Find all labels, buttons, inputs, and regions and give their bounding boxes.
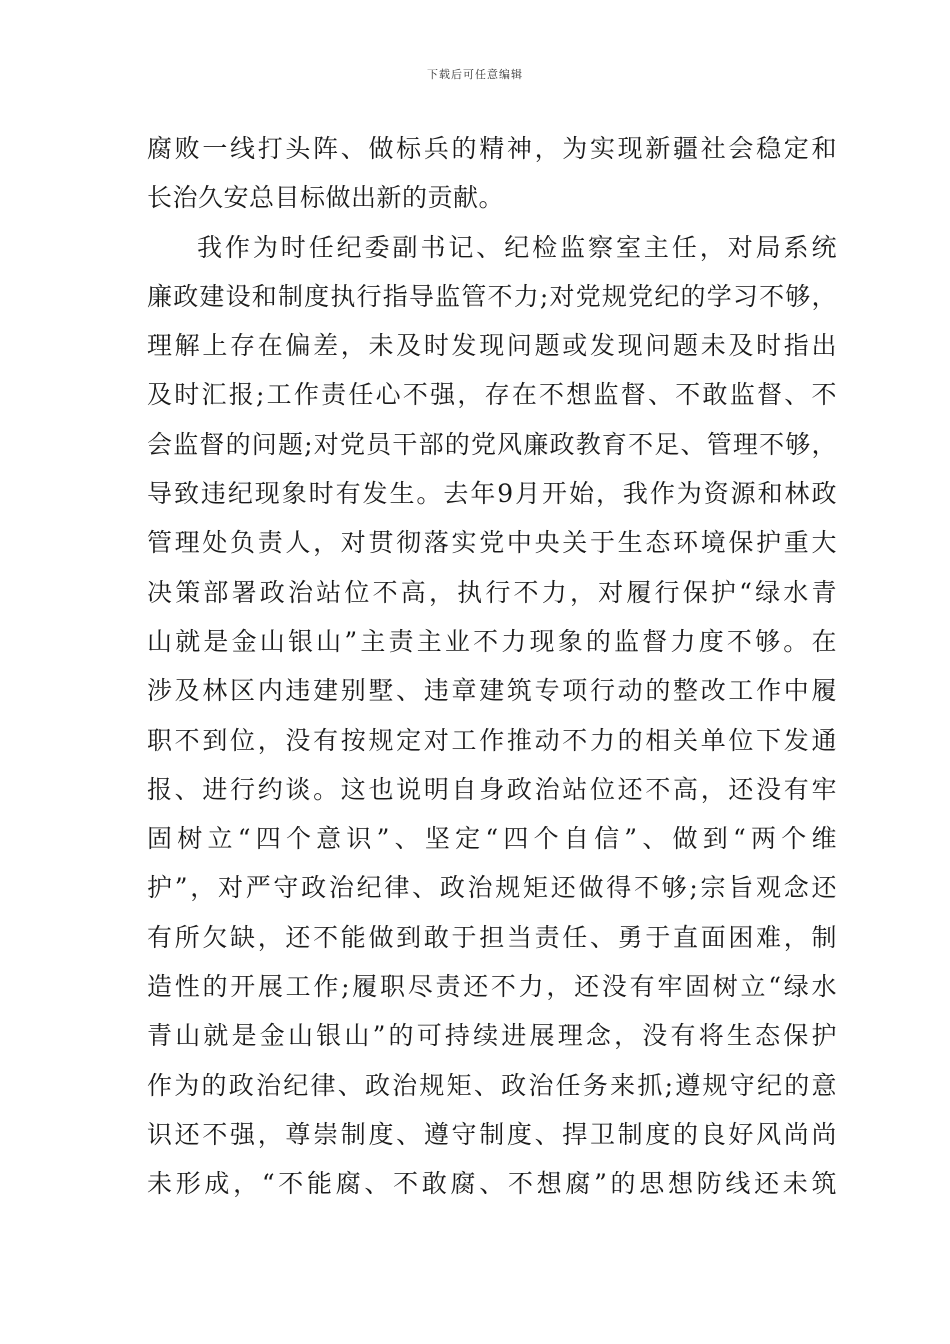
paragraph-first-line: 我作为时任纪委副书记、纪检监察室主任，对局系统 [197, 232, 837, 262]
text-line: 廉政建设和制度执行指导监管不力;对党规党纪的学习不够， [147, 281, 837, 311]
text-line: 护”，对严守政治纪律、政治规矩还做得不够;宗旨观念还 [147, 873, 837, 903]
text-line: 涉及林区内违建别墅、违章建筑专项行动的整改工作中履 [147, 676, 837, 706]
text-line: 山就是金山银山”主责主业不力现象的监督力度不够。在 [147, 626, 837, 656]
text-line: 识还不强，尊崇制度、遵守制度、捍卫制度的良好风尚尚 [147, 1119, 837, 1149]
text-line: 管理处负责人，对贯彻落实党中央关于生态环境保护重大 [147, 528, 837, 558]
text-line: 固树立“四个意识”、坚定“四个自信”、做到“两个维 [147, 824, 837, 854]
text-line: 长治久安总目标做出新的贡献。 [147, 183, 505, 213]
text-line: 造性的开展工作;履职尽责还不力，还没有牢固树立“绿水 [147, 972, 837, 1002]
text-line: 导致违纪现象时有发生。去年9月开始，我作为资源和林政 [147, 479, 837, 509]
text-line: 职不到位，没有按规定对工作推动不力的相关单位下发通 [147, 725, 837, 755]
text-line: 理解上存在偏差，未及时发现问题或发现问题未及时指出 [147, 331, 837, 361]
text-line: 报、进行约谈。这也说明自身政治站位还不高，还没有牢 [147, 774, 837, 804]
body-text [147, 124, 837, 1209]
text-line: 及时汇报;工作责任心不强，存在不想监督、不敢监督、不 [147, 380, 837, 410]
text-line: 未形成，“不能腐、不敢腐、不想腐”的思想防线还未筑 [147, 1169, 837, 1199]
text-line: 会监督的问题;对党员干部的党风廉政教育不足、管理不够， [147, 429, 837, 459]
text-line: 有所欠缺，还不能做到敢于担当责任、勇于直面困难，制 [147, 922, 837, 952]
text-line: 青山就是金山银山”的可持续进展理念，没有将生态保护 [147, 1021, 837, 1051]
page-header: 下载后可任意编辑 [427, 68, 523, 81]
text-line: 决策部署政治站位不高，执行不力，对履行保护“绿水青 [147, 577, 837, 607]
text-line: 作为的政治纪律、政治规矩、政治任务来抓;遵规守纪的意 [147, 1070, 837, 1100]
text-line: 腐败一线打头阵、做标兵的精神，为实现新疆社会稳定和 [147, 134, 837, 163]
